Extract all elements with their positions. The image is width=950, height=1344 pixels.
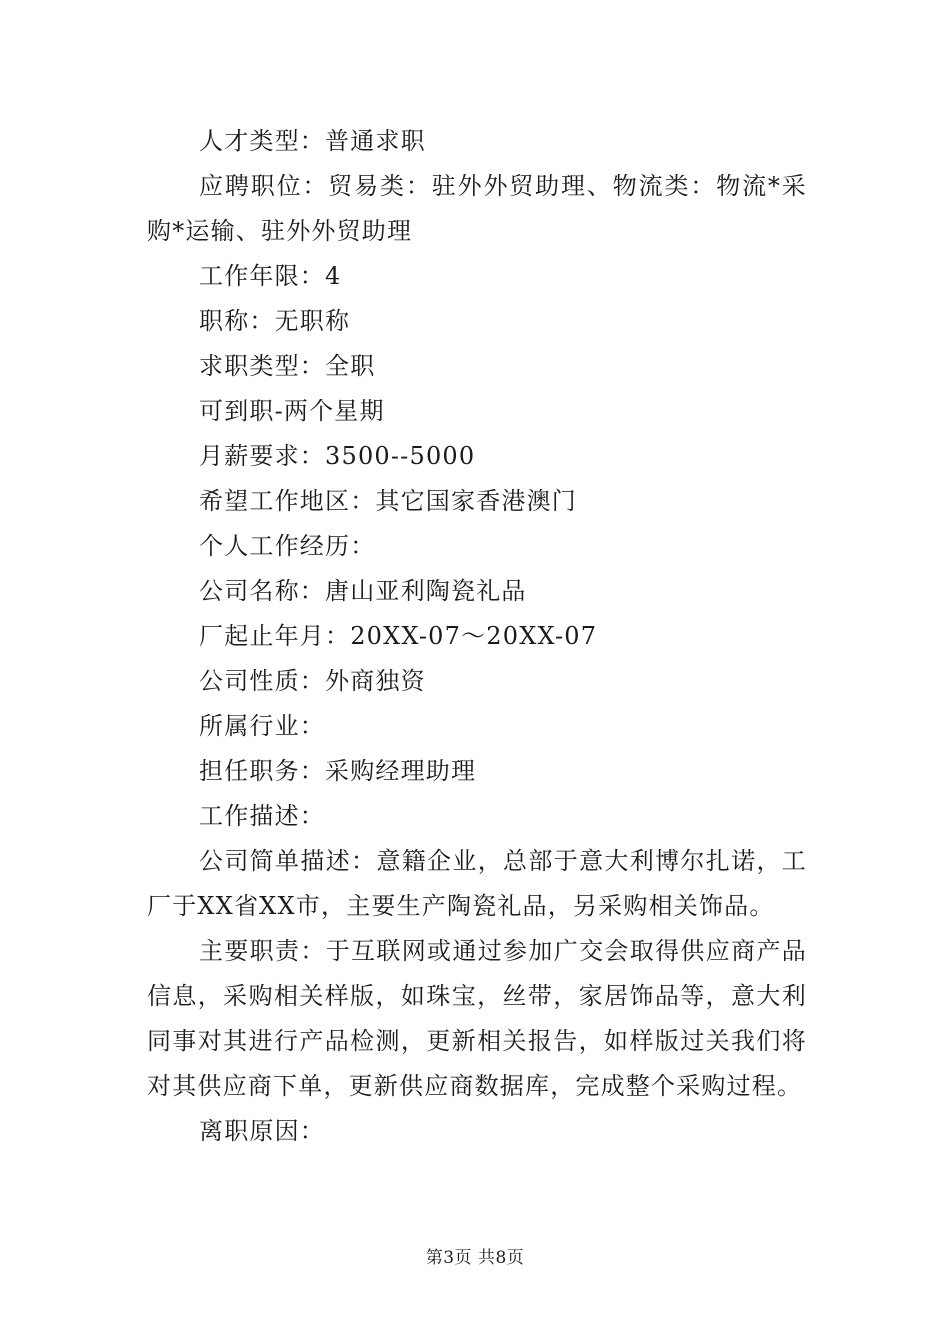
main-duties-paragraph: 主要职责：于互联网或通过参加广交会取得供应商产品信息，采购相关样版，如珠宝，丝带，家居饰品等，意大利同事对其进行产品检测，更新相关报告，如样版过关我们将对其供应商下单，更新供应商数据库，完成整个采购过程。 [147, 937, 807, 1100]
page-number-footer: 第3页 共8页 [425, 1248, 525, 1268]
position-held-line: 担任职务：采购经理助理 [199, 757, 477, 785]
company-description-paragraph: 公司简单描述：意籍企业，总部于意大利博尔扎诺，工厂于XX省XX市，主要生产陶瓷礼品，另采购相关饰品。 [147, 847, 807, 920]
work-description-heading: 工作描述： [199, 802, 325, 830]
industry-line: 所属行业： [199, 712, 325, 740]
work-location-line: 希望工作地区：其它国家香港澳门 [199, 487, 577, 515]
document-body [147, 119, 807, 1154]
availability-line: 可到职-两个星期 [199, 397, 385, 425]
salary-line: 月薪要求：3500--5000 [199, 442, 476, 470]
job-type-line: 求职类型：全职 [199, 352, 376, 380]
employment-period-line: 厂起止年月：20XX-07～20XX-07 [199, 622, 598, 650]
company-nature-line: 公司性质：外商独资 [199, 667, 426, 695]
leave-reason-line: 离职原因： [199, 1117, 325, 1145]
talent-type-line: 人才类型：普通求职 [199, 127, 426, 155]
job-title-line: 职称：无职称 [199, 307, 351, 335]
work-history-heading: 个人工作经历： [199, 532, 376, 560]
company-name-line: 公司名称：唐山亚利陶瓷礼品 [199, 577, 527, 605]
position-applied-paragraph: 应聘职位：贸易类：驻外外贸助理、物流类：物流*采购*运输、驻外外贸助理 [147, 172, 807, 245]
work-years-line: 工作年限：4 [199, 262, 342, 290]
